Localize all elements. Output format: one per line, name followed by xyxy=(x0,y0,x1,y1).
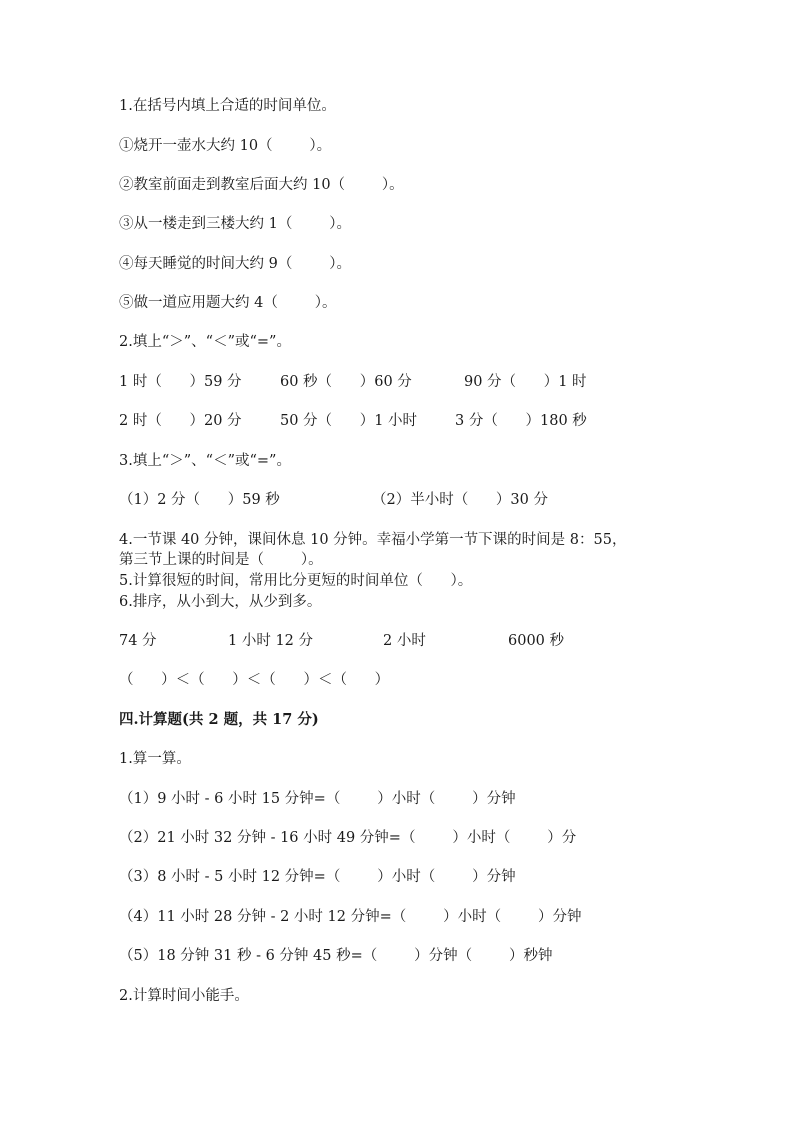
calc-item-3: （3）8 小时 - 5 小时 12 分钟=（ ）小时（ ）分钟 xyxy=(119,869,516,885)
compare-item: 2 时（ ）20 分 xyxy=(119,413,242,429)
calc-question-1-title: 1.算一算。 xyxy=(119,751,191,767)
sort-value: 74 分 xyxy=(119,633,157,649)
calc-item-2: （2）21 小时 32 分钟 - 16 小时 49 分钟=（ ）小时（ ）分 xyxy=(119,830,577,846)
calc-item-5: （5）18 分钟 31 秒 - 6 分钟 45 秒=（ ）分钟（ ）秒钟 xyxy=(119,948,553,964)
sort-value: 6000 秒 xyxy=(508,633,565,649)
question-4-line-2: 第三节上课的时间是（ ）。 xyxy=(119,552,323,568)
question-4-line-1: 4.一节课 40 分钟，课间休息 10 分钟。幸福小学第一节下课的时间是 8：55， xyxy=(119,532,627,548)
question-6-compare-row: （ ）＜（ ）＜（ ）＜（ ） xyxy=(119,672,390,688)
compare-item: 90 分（ ）1 时 xyxy=(464,374,587,390)
question-3-title: 3.填上“＞”、“＜”或“=”。 xyxy=(119,453,291,469)
question-1-title: 1.在括号内填上合适的时间单位。 xyxy=(119,98,336,114)
question-1-item-3: ③从一楼走到三楼大约 1（ ）。 xyxy=(119,216,351,232)
question-5: 5.计算很短的时间，常用比分更短的时间单位（ ）。 xyxy=(119,573,473,589)
calc-question-2-title: 2.计算时间小能手。 xyxy=(119,988,249,1004)
sort-value: 1 小时 12 分 xyxy=(228,633,314,649)
compare-item: 60 秒（ ）60 分 xyxy=(280,374,412,390)
compare-item: 3 分（ ）180 秒 xyxy=(455,413,587,429)
calc-item-4: （4）11 小时 28 分钟 - 2 小时 12 分钟=（ ）小时（ ）分钟 xyxy=(119,909,582,925)
compare-item: （2）半小时（ ）30 分 xyxy=(372,492,548,508)
sort-value: 2 小时 xyxy=(383,633,426,649)
question-2-title: 2.填上“＞”、“＜”或“=”。 xyxy=(119,334,291,350)
section-4-heading: 四.计算题(共 2 题，共 17 分) xyxy=(119,711,319,728)
compare-item: 50 分（ ）1 小时 xyxy=(280,413,418,429)
compare-item: 1 时（ ）59 分 xyxy=(119,374,242,390)
compare-item: （1）2 分（ ）59 秒 xyxy=(119,492,280,508)
question-1-item-1: ①烧开一壶水大约 10（ ）。 xyxy=(119,138,332,154)
calc-item-1: （1）9 小时 - 6 小时 15 分钟=（ ）小时（ ）分钟 xyxy=(119,791,516,807)
question-6-title: 6.排序，从小到大，从少到多。 xyxy=(119,594,322,610)
question-1-item-4: ④每天睡觉的时间大约 9（ ）。 xyxy=(119,256,351,272)
question-1-item-2: ②教室前面走到教室后面大约 10（ ）。 xyxy=(119,177,404,193)
question-1-item-5: ⑤做一道应用题大约 4（ ）。 xyxy=(119,295,337,311)
